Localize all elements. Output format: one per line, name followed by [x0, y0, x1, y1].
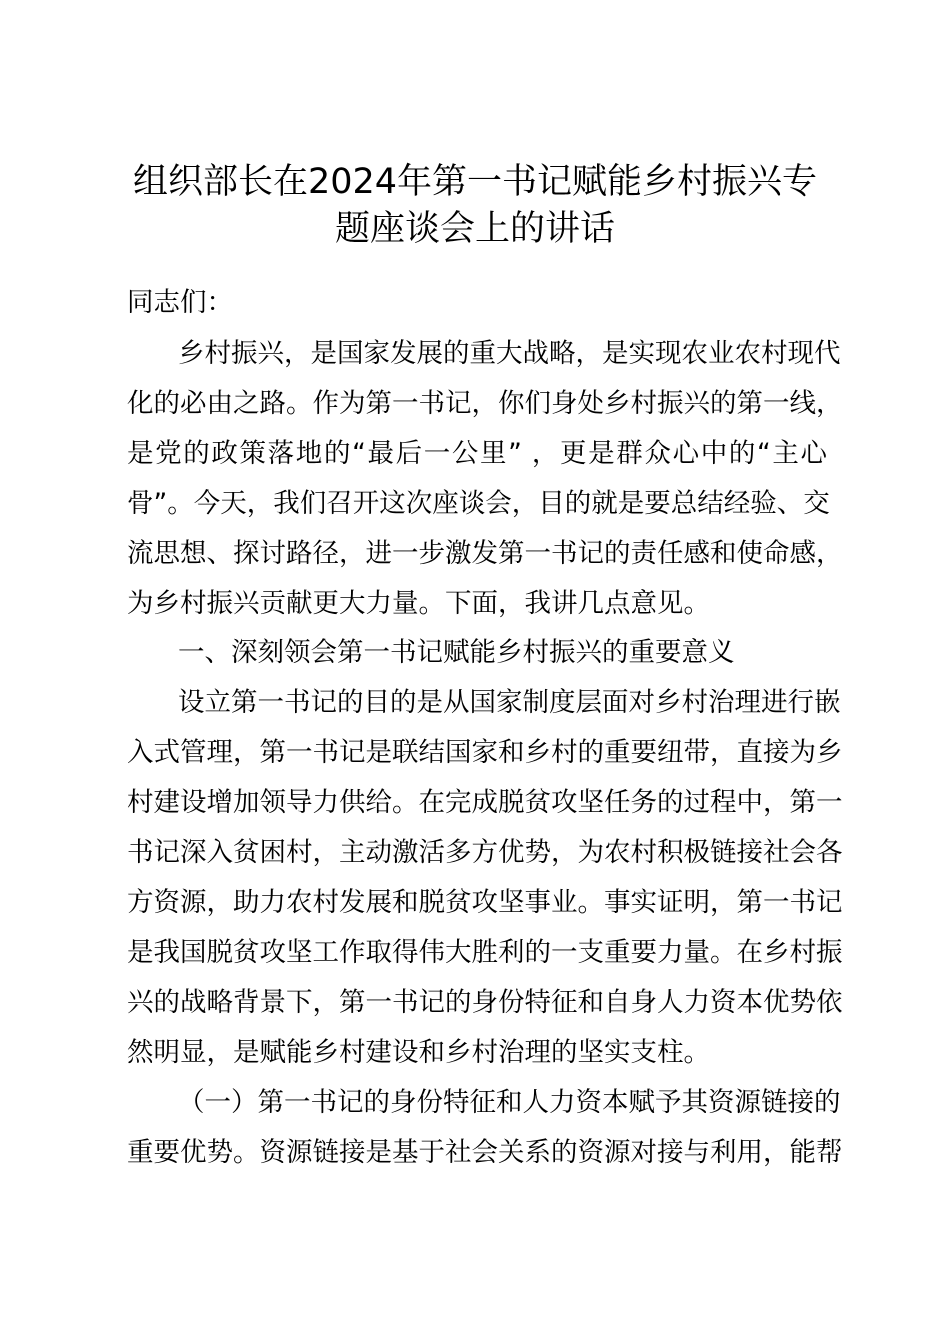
- paragraph-1-line-5: 流思想、探讨路径，进一步激发第一书记的责任感和使命感，: [127, 538, 843, 569]
- paragraph-2-line-3: 村建设增加领导力供给。在完成脱贫攻坚任务的过程中，第一: [127, 787, 843, 818]
- paragraph-3-line-2: 重要优势。资源链接是基于社会关系的资源对接与利用，能帮: [127, 1137, 843, 1168]
- paragraph-1-line-3: 是党的政策落地的“最后一公里” ，更是群众心中的“主心: [127, 438, 827, 469]
- paragraph-2-line-4: 书记深入贫困村，主动激活多方优势，为农村积极链接社会各: [127, 837, 843, 868]
- paragraph-1-line-1: 乡村振兴，是国家发展的重大战略，是实现农业农村现代: [178, 338, 841, 369]
- paragraph-2-line-7: 兴的战略背景下，第一书记的身份特征和自身人力资本优势依: [127, 987, 843, 1018]
- paragraph-3-line-1: （一）第一书记的身份特征和人力资本赋予其资源链接的: [178, 1087, 841, 1118]
- salutation: 同志们：: [127, 287, 233, 318]
- paragraph-1-line-6: 为乡村振兴贡献更大力量。下面，我讲几点意见。: [127, 588, 710, 619]
- paragraph-1-line-4: 骨”。今天，我们召开这次座谈会，目的就是要总结经验、交: [127, 488, 830, 519]
- paragraph-2-line-1: 设立第一书记的目的是从国家制度层面对乡村治理进行嵌: [178, 687, 841, 718]
- paragraph-2-line-5: 方资源，助力农村发展和脱贫攻坚事业。事实证明，第一书记: [127, 887, 843, 918]
- paragraph-2-line-6: 是我国脱贫攻坚工作取得伟大胜利的一支重要力量。在乡村振: [127, 937, 843, 968]
- section-heading-1: 一、深刻领会第一书记赋能乡村振兴的重要意义: [178, 637, 735, 668]
- paragraph-2-line-8: 然明显，是赋能乡村建设和乡村治理的坚实支柱。: [127, 1037, 710, 1068]
- document-title-line-2: 题座谈会上的讲话: [334, 209, 615, 249]
- paragraph-1-line-2: 化的必由之路。作为第一书记，你们身处乡村振兴的第一线，: [127, 388, 843, 419]
- paragraph-2-line-2: 入式管理，第一书记是联结国家和乡村的重要纽带，直接为乡: [127, 737, 843, 768]
- document-title-line-1: 组织部长在2024年第一书记赋能乡村振兴专: [132, 162, 818, 202]
